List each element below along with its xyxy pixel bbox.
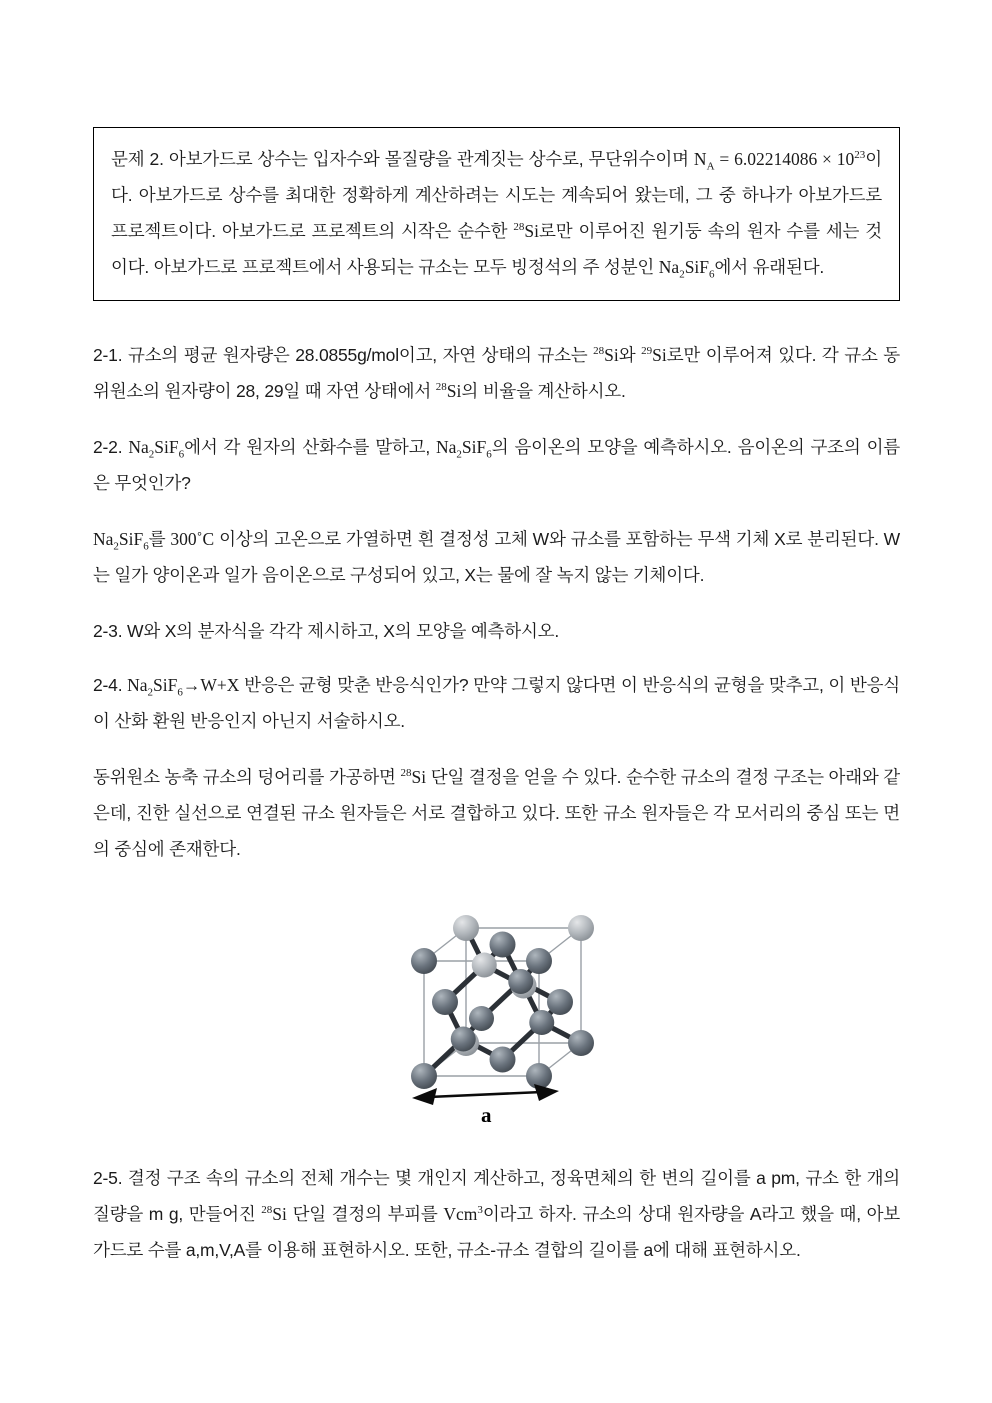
formula-segment: $^{28}$Si (593, 345, 619, 365)
text-segment: 단일 결정을 얻을 수 있다. 순수한 규소의 결정 구조는 아래와 같은데, 진한 실선으로 연결된 규소 원자들은 서로 결합하고 있다. 또한 규소 원자들은 각 모서리의 중심 또는 면의 중심에 존재한다. (93, 767, 901, 859)
text-segment: 이다. 아보가드로 상수를 최대한 정확하게 계산하려는 시도는 계속되어 왔는데, 그 중 하나가 아보가드로 프로젝트이다. 아보가드로 프로젝트의 시작은 순수한 (111, 149, 882, 241)
question-2-2 (93, 429, 900, 501)
text-segment: 2-5. 결정 구조 속의 규소의 전체 개수는 몇 개인지 계산하고, 정육면체의 한 변의 길이를 a pm, 규소 한 개의 질량을 m g, 만들어진 (93, 1168, 900, 1224)
formula-segment: $^{28}$Si (435, 381, 462, 401)
silicon-atom (432, 989, 458, 1015)
question-2-5 (93, 1160, 900, 1268)
silicon-atom (526, 948, 552, 974)
text-segment: 문제 2. 아보가드로 상수는 입자수와 몰질량을 관계짓는 상수로, 무단위수이며 (111, 149, 694, 169)
formula-segment: $Na_2SiF_6$ (128, 437, 185, 461)
text-segment: 이상의 고온으로 가열하면 흰 결정성 고체 W와 규소를 포함하는 무색 기체 X로 분리된다. W는 일가 양이온과 일가 음이온으로 구성되어 있고, X는 물에 잘 녹지 않는 기체이다. (93, 529, 900, 585)
silicon-atom (472, 953, 497, 978)
silicon-atom (568, 915, 594, 941)
formula-segment: $Na_2SiF_6$ (658, 257, 715, 281)
silicon-atom (469, 1006, 494, 1031)
text-segment: 2-3. W와 X의 분자식을 각각 제시하고, X의 모양을 예측하시오. (93, 621, 560, 641)
text-segment: 2-1. 규소의 평균 원자량은 28.0855g/mol이고, 자연 상태의 규소는 (93, 345, 594, 365)
text-segment: 동위원소 농축 규소의 덩어리를 가공하면 (93, 767, 401, 787)
crystal-structure-figure (93, 891, 900, 1134)
silicon-atom (490, 1047, 516, 1073)
text-segment: 의 음이온의 모양을 예측하시오. 음이온의 구조의 이름은 무엇인가? (93, 437, 900, 493)
problem-statement-text (111, 141, 882, 285)
silicon-atom (451, 1027, 476, 1052)
formula-segment: $Na_2SiF_6$ (436, 437, 492, 461)
text-segment: 2-2. (93, 437, 129, 457)
silicon-atom (453, 915, 479, 941)
text-segment: 를 (148, 529, 171, 549)
silicon-atom (508, 969, 533, 994)
text-segment: 로만 이루어져 있다. 각 규소 동위원소의 원자량이 28, 29일 때 자연 상태에서 (93, 345, 900, 401)
silicon-atom (529, 1010, 554, 1035)
document-content (93, 127, 900, 1268)
formula-segment: $^{28}$Si (400, 767, 427, 787)
problem-statement-box (93, 127, 900, 301)
text-segment: 반응은 균형 맞춘 반응식인가? 만약 그렇지 않다면 이 반응식의 균형을 맞추고, 이 반응식이 산화 환원 반응인지 아닌지 서술하시오. (93, 675, 900, 731)
text-segment: 와 (618, 345, 642, 365)
silicon-atom (526, 1063, 552, 1089)
heating-description (93, 521, 900, 593)
question-2-1 (93, 337, 900, 409)
formula-segment: 300˚C (170, 529, 215, 549)
silicon-unit-cell-image (379, 891, 614, 1129)
lattice-constant-arrow (412, 1084, 559, 1105)
text-segment: 단일 결정의 부피를 (286, 1204, 444, 1224)
formula-segment: $Na_2SiF_6$ (93, 529, 149, 553)
question-2-4 (93, 667, 900, 739)
formula-segment: $Na_2SiF_6\to W+X$ (127, 675, 240, 699)
formula-segment: Vcm$^3$ (443, 1204, 483, 1224)
text-segment: 의 비율을 계산하시오. (461, 381, 626, 401)
formula-segment: $^{29}$Si (641, 345, 667, 365)
silicon-atom (547, 989, 573, 1015)
text-segment: 로만 이루어진 원기둥 속의 원자 수를 세는 것이다. 아보가드로 프로젝트에서 사용되는 규소는 모두 빙정석의 주 성분인 (111, 221, 882, 277)
silicon-atom (568, 1030, 594, 1056)
formula-segment: $N_A = 6.02214086 \times 10^{23}$ (693, 149, 866, 173)
silicon-atom (411, 1063, 437, 1089)
formula-segment: $^{28}$Si (513, 221, 539, 241)
text-segment: 2-4. (93, 675, 128, 695)
crystal-structure-description (93, 759, 900, 867)
formula-segment: $^{28}$Si (261, 1204, 287, 1224)
silicon-atom (490, 932, 516, 958)
text-segment: 이라고 하자. 규소의 상대 원자량을 A라고 했을 때, 아보가드로 수를 a,m,V,A를 이용해 표현하시오. 또한, 규소-규소 결합의 길이를 a에 대해 표현하시오. (93, 1204, 900, 1260)
text-segment: 에서 각 원자의 산화수를 말하고, (184, 437, 436, 457)
silicon-atom (411, 948, 437, 974)
lattice-constant-label: a (481, 1103, 492, 1127)
question-2-3 (93, 613, 900, 649)
text-segment: 에서 유래된다. (714, 257, 825, 277)
